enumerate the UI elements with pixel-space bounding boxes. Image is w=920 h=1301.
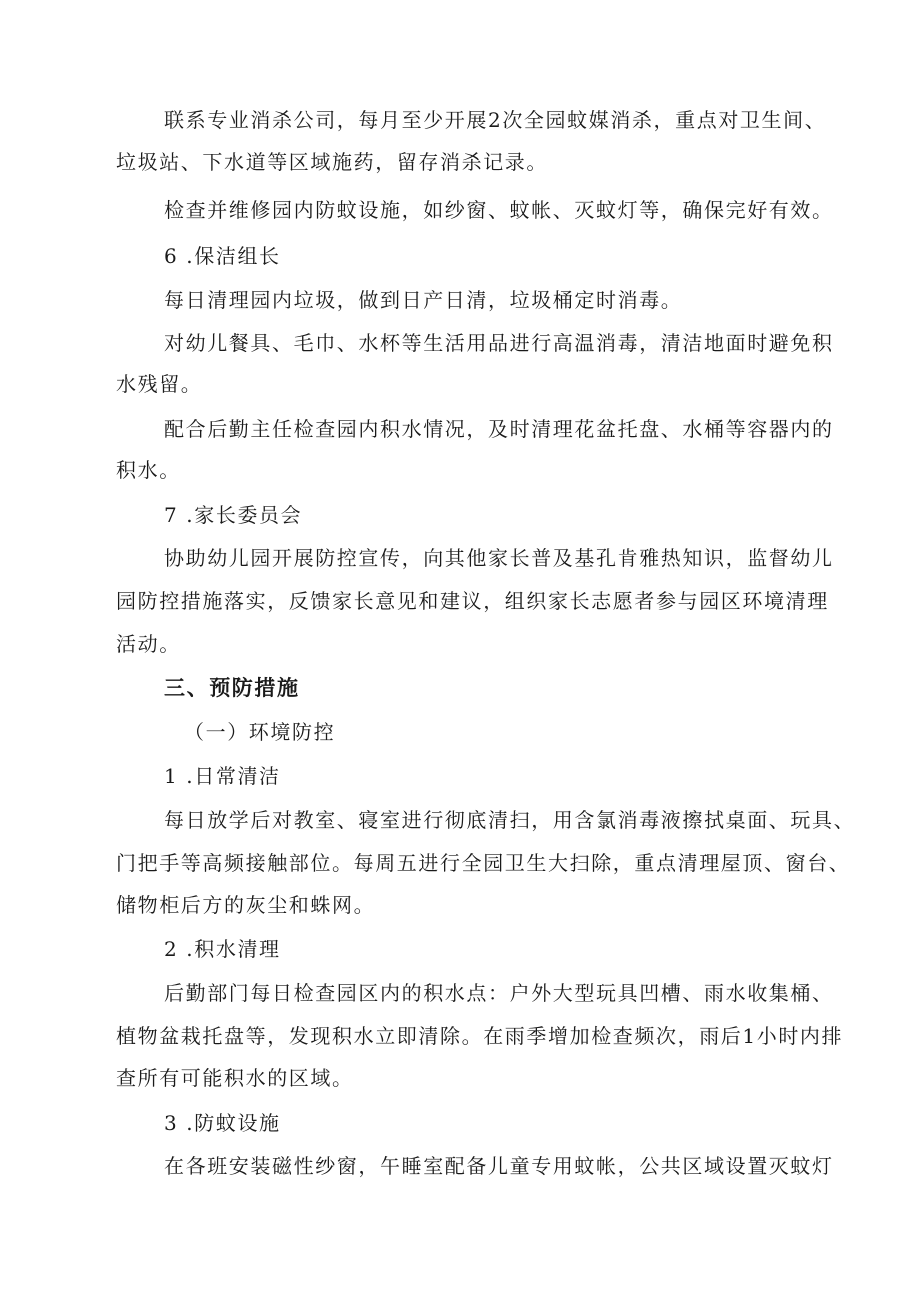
paragraph-line: 植物盆栽托盘等，发现积水立即清除。在雨季增加检查频次，雨后1小时内排 [116, 1024, 844, 1048]
paragraph-line: 水残留。 [116, 372, 203, 396]
section-number-7: 7 .家长委员会 [164, 503, 303, 527]
paragraph-line: 门把手等高频接触部位。每周五进行全园卫生大扫除，重点清理屋顶、窗台、 [116, 851, 851, 875]
paragraph-line: 对幼儿餐具、毛巾、水杯等生活用品进行高温消毒，清洁地面时避免积 [164, 331, 834, 355]
paragraph-line: 协助幼儿园开展防控宣传，向其他家长普及基孔肯雅热知识，监督幼儿 [164, 546, 834, 570]
paragraph-line: 配合后勤主任检查园内积水情况，及时清理花盆托盘、水桶等容器内的 [164, 417, 834, 441]
section-number-3: 3 .防蚊设施 [164, 1111, 281, 1135]
paragraph-line: 活动。 [116, 632, 181, 656]
paragraph-line: 每日清理园内垃圾，做到日产日清，垃圾桶定时消毒。 [164, 288, 683, 312]
section-number-1: 1 .日常清洁 [164, 764, 281, 788]
paragraph-line: 联系专业消杀公司，每月至少开展2次全园蚊媒消杀，重点对卫生间、 [164, 108, 827, 132]
paragraph-line: 积水。 [116, 458, 181, 482]
section-heading: 三、预防措施 [164, 676, 300, 700]
paragraph-line: 园防控措施落实，反馈家长意见和建议，组织家长志愿者参与园区环境清理 [116, 589, 829, 613]
paragraph-line: 在各班安装磁性纱窗，午睡室配备儿童专用蚊帐，公共区域设置灭蚊灯 [164, 1154, 834, 1178]
subsection-heading: （一）环境防控 [184, 720, 336, 744]
paragraph-line: 每日放学后对教室、寝室进行彻底清扫，用含氯消毒液擦拭桌面、玩具、 [164, 808, 856, 832]
paragraph-line: 检查并维修园内防蚊设施，如纱窗、蚊帐、灭蚊灯等，确保完好有效。 [164, 198, 834, 222]
paragraph-line: 后勤部门每日检查园区内的积水点：户外大型玩具凹槽、雨水收集桶、 [164, 981, 834, 1005]
section-number-6: 6 .保洁组长 [164, 244, 281, 268]
paragraph-line: 垃圾站、下水道等区域施药，留存消杀记录。 [116, 150, 548, 174]
paragraph-line: 查所有可能积水的区域。 [116, 1066, 354, 1090]
section-number-2: 2 .积水清理 [164, 937, 281, 961]
paragraph-line: 储物柜后方的灰尘和蛛网。 [116, 893, 376, 917]
